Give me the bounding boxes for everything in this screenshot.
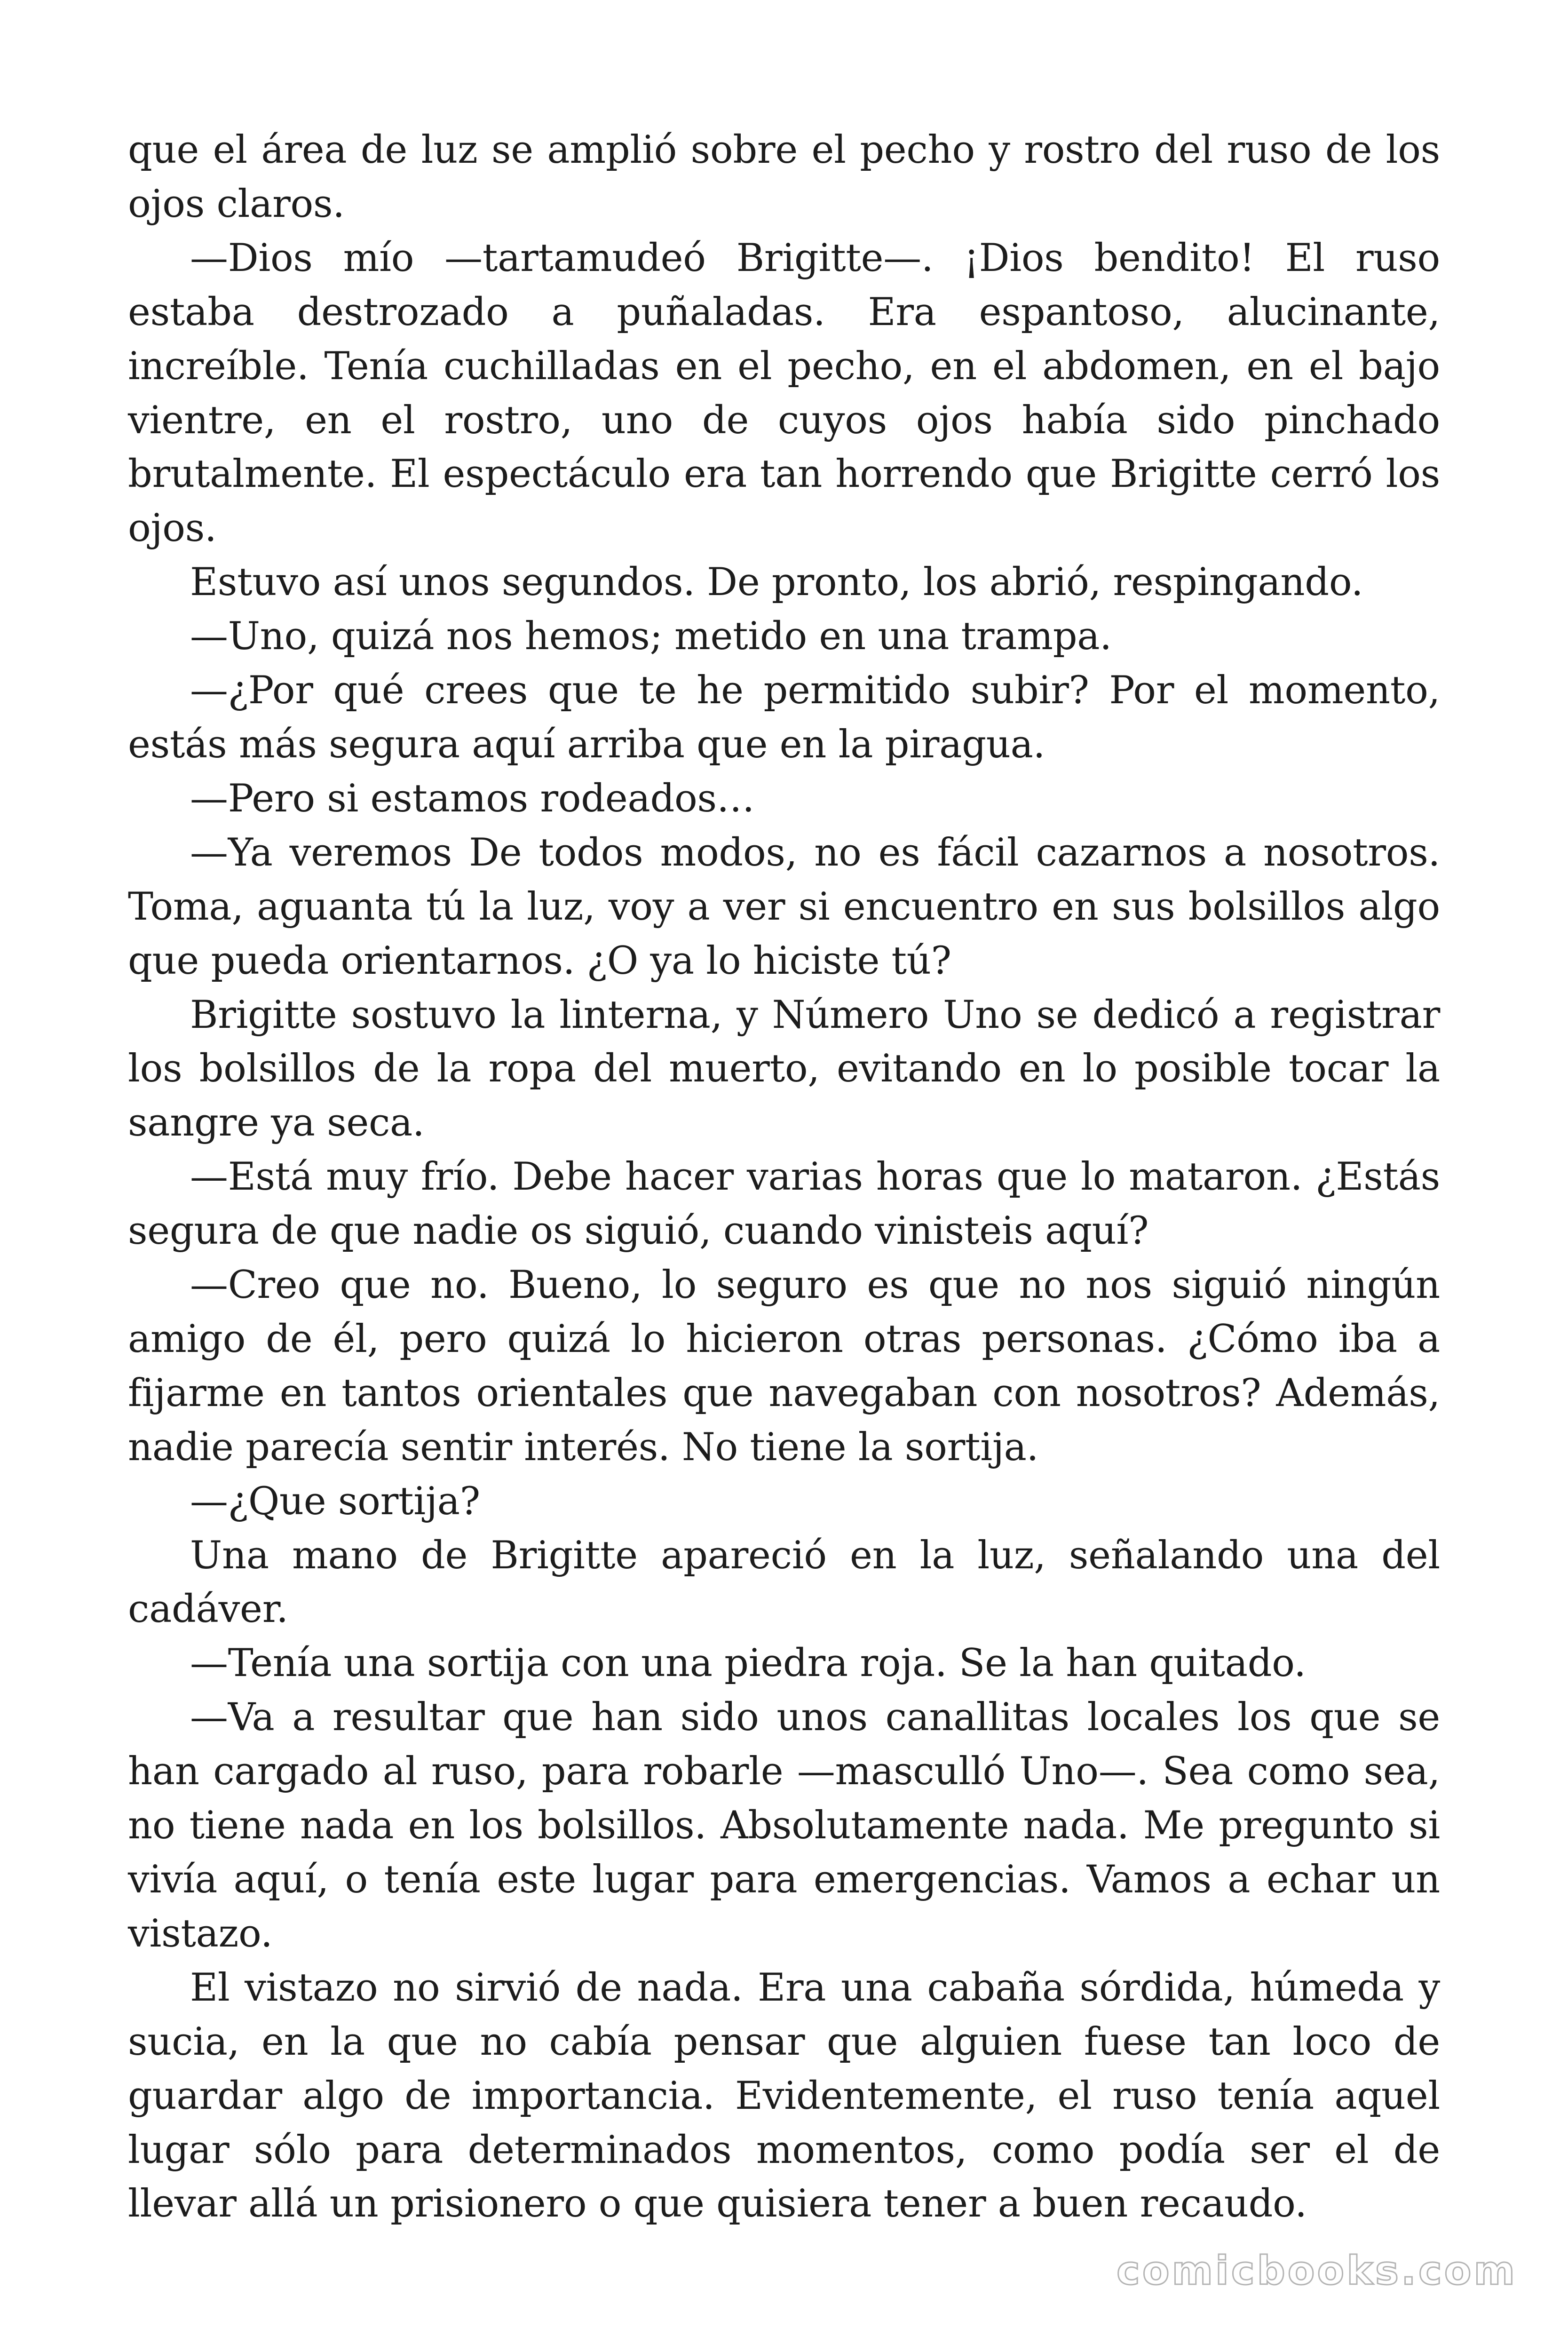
watermark-logo: comicbooks.com: [1117, 2248, 1517, 2294]
paragraph-1: que el área de luz se amplió sobre el pecho y rostro del ruso de los ojos claros.: [128, 128, 1440, 226]
paragraph-4: —Uno, quizá nos hemos; metido en una trampa.: [190, 614, 1112, 659]
paragraph-15: El vistazo no sirvió de nada. Era una cabaña sórdida, húmeda y sucia, en la que no cabía pensar que alguien fuese tan loco de guardar algo de importancia. Evidentemente, el ruso tenía aquel lugar sólo para determinados momentos, como podía ser el de llevar allá un prisionero o que quisiera tener a buen recaudo.: [128, 1965, 1440, 2226]
paragraph-2: —Dios mío —tartamudeó Brigitte—. ¡Dios bendito! El ruso estaba destrozado a puñaladas. Era espantoso, alucinante, increíble. Tenía cuchilladas en el pecho, en el abdomen, en el bajo vientre, en el rostro, uno de cuyos ojos había sido pinchado brutalmente. El espectáculo era tan horrendo que Brigitte cerró los ojos.: [128, 236, 1440, 551]
paragraph-14: —Va a resultar que han sido unos canallitas locales los que se han cargado al ruso, para robarle —masculló Uno—. Sea como sea, no tiene nada en los bolsillos. Absolutamente nada. Me pregunto si vivía aquí, o tenía este lugar para emergencias. Vamos a echar un vistazo.: [128, 1695, 1440, 1956]
paragraph-5: —¿Por qué crees que te he permitido subir? Por el momento, estás más segura aquí arriba que en la piragua.: [128, 668, 1440, 767]
paragraph-11: —¿Que sortija?: [190, 1479, 480, 1524]
paragraph-3: Estuvo así unos segundos. De pronto, los abrió, respingando.: [190, 560, 1363, 605]
paragraph-7: —Ya veremos De todos modos, no es fácil cazarnos a nosotros. Toma, aguanta tú la luz, voy a ver si encuentro en sus bolsillos algo que pueda orientarnos. ¿O ya lo hiciste tú?: [128, 830, 1440, 983]
paragraph-8: Brigitte sostuvo la linterna, y Número Uno se dedicó a registrar los bolsillos de la ropa del muerto, evitando en lo posible tocar la sangre ya seca.: [128, 993, 1440, 1145]
paragraph-12: Una mano de Brigitte apareció en la luz, señalando una del cadáver.: [128, 1533, 1440, 1632]
paragraph-6: —Pero si estamos rodeados…: [190, 776, 755, 821]
paragraph-9: —Está muy frío. Debe hacer varias horas que lo mataron. ¿Estás segura de que nadie os siguió, cuando vinisteis aquí?: [128, 1155, 1440, 1254]
paragraph-13: —Tenía una sortija con una piedra roja. Se la han quitado.: [190, 1641, 1306, 1686]
page-text: [128, 123, 1440, 2231]
paragraph-10: —Creo que no. Bueno, lo seguro es que no nos siguió ningún amigo de él, pero quizá lo hicieron otras personas. ¿Cómo iba a fijarme en tantos orientales que navegaban con nosotros? Además, nadie parecía sentir interés. No tiene la sortija.: [128, 1263, 1440, 1470]
